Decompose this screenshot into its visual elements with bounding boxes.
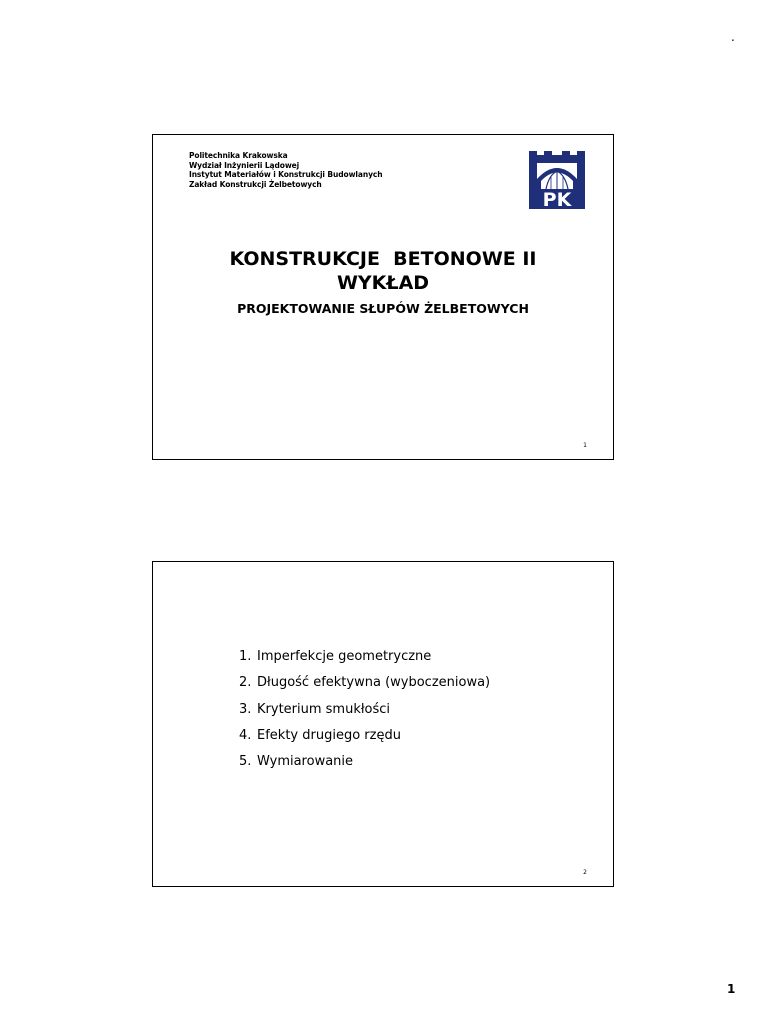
header-line: Wydział Inżynierii Lądowej	[189, 160, 300, 170]
item-text: Wymiarowanie	[257, 754, 354, 770]
list-item	[239, 644, 490, 670]
header-line: Zakład Konstrukcji Żelbetowych	[189, 179, 322, 189]
header-line: Instytut Materiałów i Konstrukcji Budowlanych	[189, 170, 383, 179]
slide-2	[152, 561, 614, 887]
list-item	[239, 670, 490, 696]
list-item	[239, 697, 490, 723]
agenda-list	[239, 644, 490, 775]
list-item	[239, 723, 490, 749]
item-number: 1.	[239, 649, 252, 664]
slide-title	[153, 247, 613, 295]
item-text: Efekty drugiego rzędu	[257, 727, 401, 743]
slide-number: 2	[583, 869, 587, 876]
item-number: 4.	[239, 727, 252, 743]
item-number: 3.	[239, 701, 252, 717]
slide-1	[152, 134, 614, 460]
title-line-1: KONSTRUKCJE BETONOWE II	[229, 248, 537, 270]
page-number: 1	[727, 982, 736, 996]
list-item	[239, 749, 490, 775]
slide-number: 1	[583, 442, 587, 449]
title-line-2: WYKŁAD	[336, 272, 430, 294]
logo-text: PK	[542, 189, 572, 211]
item-number: 5.	[239, 754, 252, 770]
slide-subtitle: PROJEKTOWANIE SŁUPÓW ŻELBETOWYCH	[237, 301, 529, 316]
corner-mark: .	[731, 30, 735, 44]
pk-logo	[527, 151, 587, 211]
header-line: Politechnika Krakowska	[189, 151, 288, 160]
item-text: Imperfekcje geometryczne	[257, 649, 432, 664]
item-text: Kryterium smukłości	[257, 701, 391, 717]
item-number: 2.	[239, 675, 252, 691]
item-text: Długość efektywna (wyboczeniowa)	[257, 675, 491, 691]
institution-header	[189, 151, 382, 189]
